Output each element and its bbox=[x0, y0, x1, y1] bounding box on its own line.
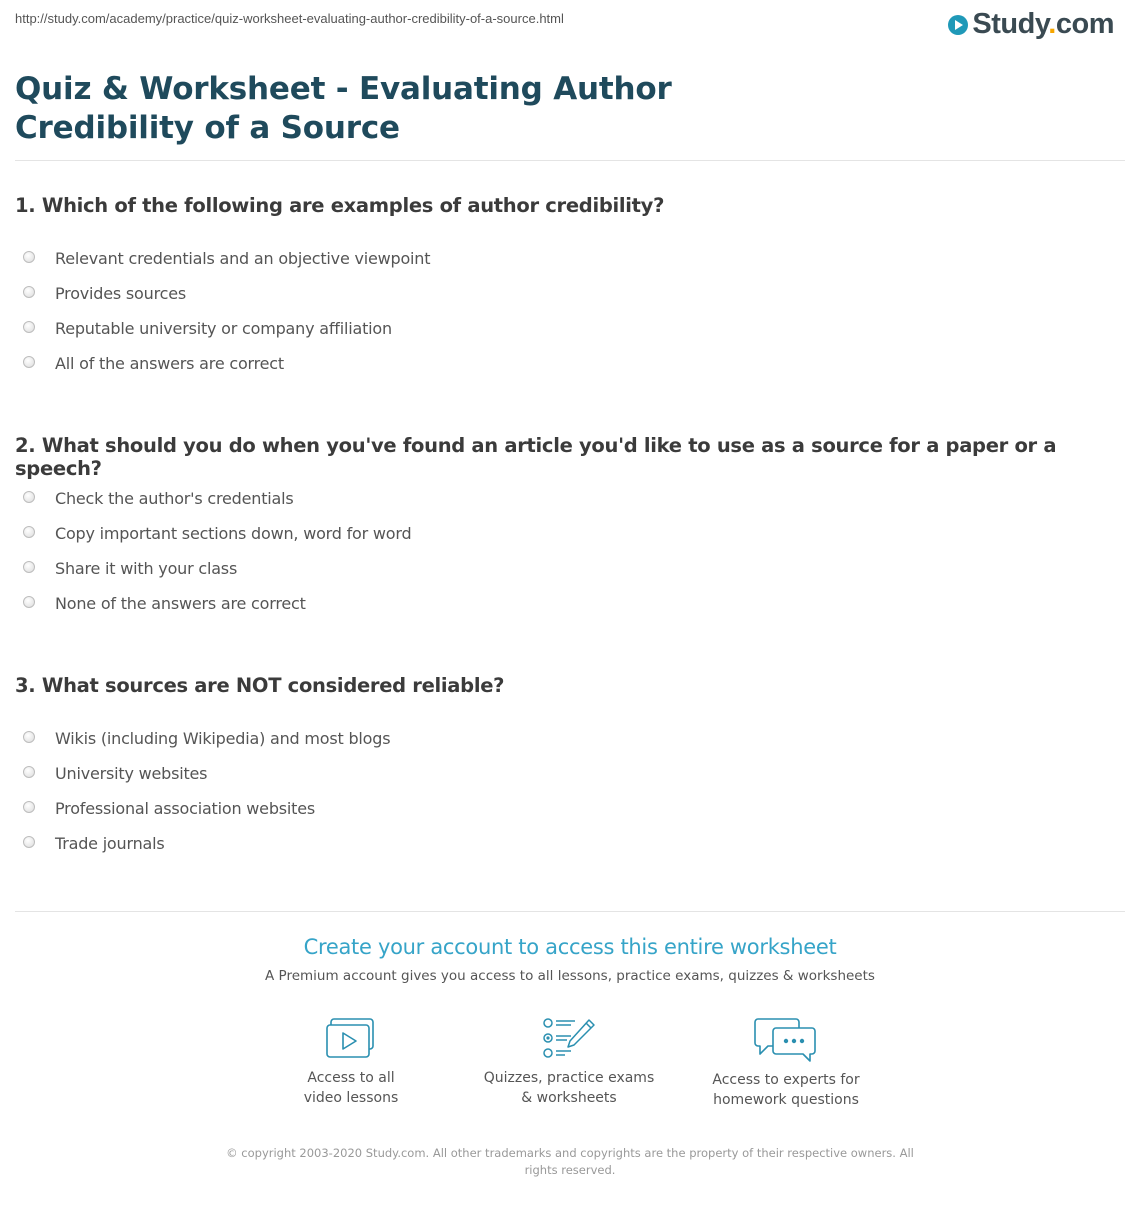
answer-option[interactable] bbox=[15, 581, 1125, 625]
quiz-checklist-icon bbox=[541, 1017, 597, 1061]
header-divider bbox=[15, 160, 1125, 161]
copyright-notice: © copyright 2003-2020 Study.com. All other trademarks and copyrights are the property of their respective owners. All rights reserved. bbox=[226, 1146, 914, 1177]
option-label: All of the answers are correct bbox=[55, 353, 284, 373]
radio-button[interactable] bbox=[23, 561, 35, 573]
option-label: Copy important sections down, word for word bbox=[55, 523, 412, 543]
create-account-link[interactable]: Create your account to access this entire worksheet bbox=[303, 935, 837, 959]
answer-options bbox=[15, 236, 1125, 385]
option-label: Professional association websites bbox=[55, 798, 316, 818]
video-lesson-icon bbox=[325, 1017, 377, 1061]
feature-label-line1: Quizzes, practice exams bbox=[483, 1070, 655, 1086]
question-3 bbox=[15, 674, 1125, 865]
question-text: 2. What should you do when you've found an article you'd like to use as a source for a paper or a speech? bbox=[15, 434, 1057, 480]
answer-option[interactable] bbox=[15, 341, 1125, 385]
radio-button[interactable] bbox=[23, 286, 35, 298]
feature-label-line2: & worksheets bbox=[521, 1090, 617, 1106]
radio-button[interactable] bbox=[23, 766, 35, 778]
radio-button[interactable] bbox=[23, 836, 35, 848]
radio-button[interactable] bbox=[23, 321, 35, 333]
radio-button[interactable] bbox=[23, 801, 35, 813]
chat-bubbles-icon bbox=[754, 1017, 818, 1063]
feature-experts bbox=[686, 1017, 886, 1110]
logo-text bbox=[972, 8, 1114, 41]
logo-tld: com bbox=[1055, 8, 1114, 40]
feature-label bbox=[686, 1070, 886, 1110]
logo-dot: . bbox=[1048, 8, 1056, 40]
feature-label-line2: video lessons bbox=[303, 1090, 399, 1106]
option-label: Share it with your class bbox=[55, 558, 238, 578]
answer-option[interactable] bbox=[15, 821, 1125, 865]
question-text: 1. Which of the following are examples of author credibility? bbox=[15, 194, 665, 217]
radio-button[interactable] bbox=[23, 526, 35, 538]
answer-options bbox=[15, 476, 1125, 625]
radio-button[interactable] bbox=[23, 491, 35, 503]
footer-divider bbox=[15, 911, 1125, 912]
question-2 bbox=[15, 434, 1125, 625]
question-text: 3. What sources are NOT considered reliable? bbox=[15, 674, 505, 697]
option-label: Provides sources bbox=[55, 283, 186, 303]
option-label: Wikis (including Wikipedia) and most blogs bbox=[55, 728, 391, 748]
option-label: Relevant credentials and an objective viewpoint bbox=[55, 248, 431, 268]
study-logo[interactable] bbox=[948, 8, 1114, 41]
radio-button[interactable] bbox=[23, 731, 35, 743]
option-label: Trade journals bbox=[55, 833, 165, 853]
feature-label bbox=[251, 1068, 451, 1108]
option-label: University websites bbox=[55, 763, 208, 783]
feature-label-line2: homework questions bbox=[713, 1092, 859, 1108]
page-url: http://study.com/academy/practice/quiz-worksheet-evaluating-author-credibility-of-a-source.html bbox=[15, 11, 564, 26]
feature-label-line1: Access to experts for bbox=[712, 1072, 860, 1088]
radio-button[interactable] bbox=[23, 356, 35, 368]
radio-button[interactable] bbox=[23, 251, 35, 263]
cta-subtitle: A Premium account gives you access to all lessons, practice exams, quizzes & worksheets bbox=[265, 968, 875, 984]
option-label: Reputable university or company affiliation bbox=[55, 318, 392, 338]
signup-cta bbox=[0, 935, 1140, 984]
page-title: Quiz & Worksheet - Evaluating Author Credibility of a Source bbox=[15, 71, 672, 146]
option-label: Check the author's credentials bbox=[55, 488, 294, 508]
play-logo-icon bbox=[948, 15, 968, 35]
feature-quizzes bbox=[469, 1017, 669, 1108]
radio-button[interactable] bbox=[23, 596, 35, 608]
answer-options bbox=[15, 716, 1125, 865]
feature-label-line1: Access to all bbox=[307, 1070, 395, 1086]
option-label: None of the answers are correct bbox=[55, 593, 306, 613]
logo-name: Study bbox=[972, 8, 1049, 40]
question-1 bbox=[15, 194, 1125, 385]
feature-video-lessons bbox=[251, 1017, 451, 1108]
feature-label bbox=[469, 1068, 669, 1108]
